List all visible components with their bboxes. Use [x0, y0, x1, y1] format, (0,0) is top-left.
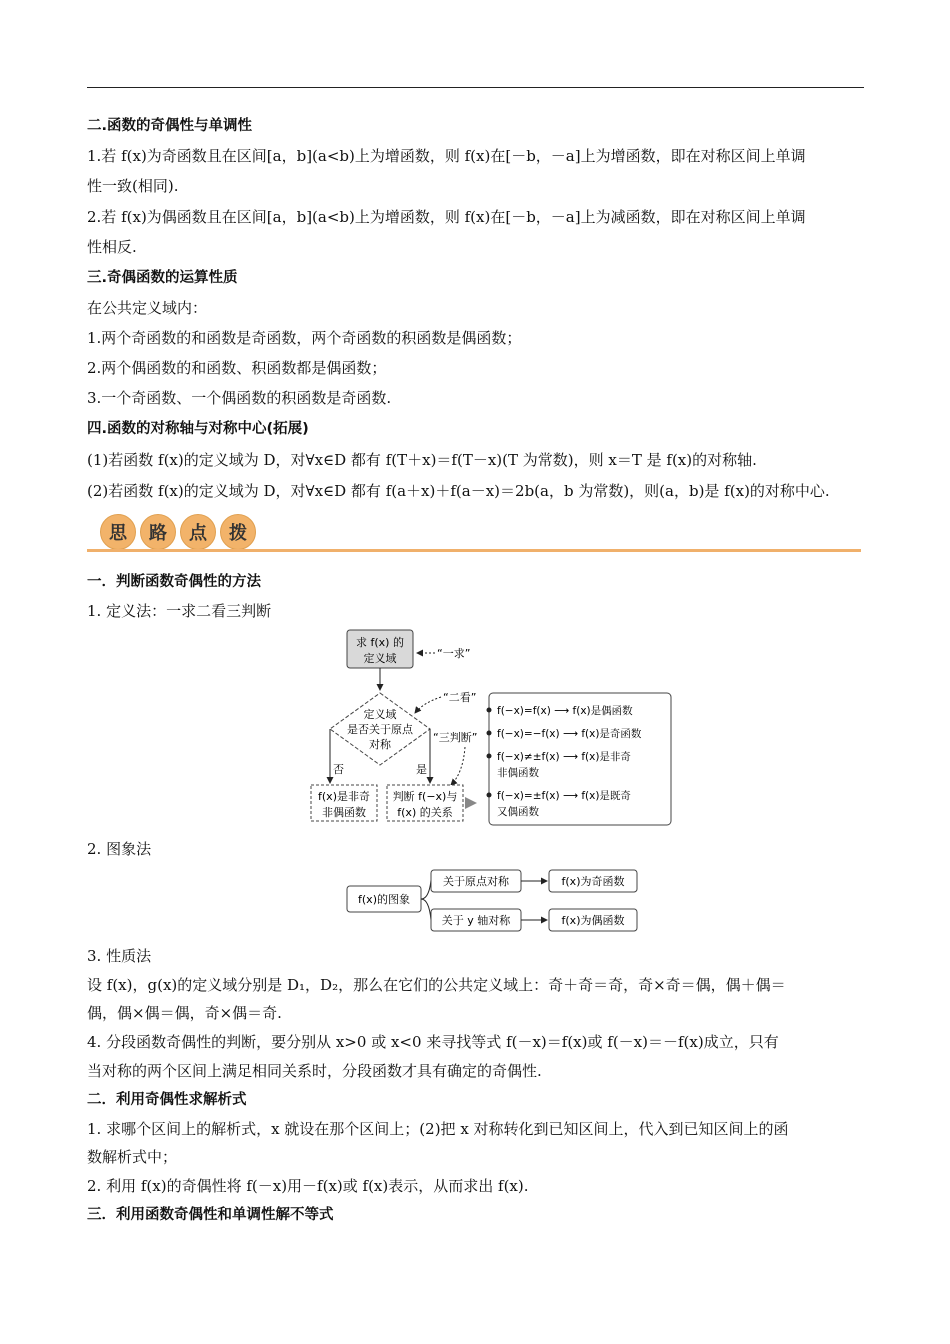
paragraph: 1.若 f(x)为奇函数且在区间[a，b](a<b)上为增函数，则 f(x)在[－b，－a]上为增函数，即在对称区间上单调	[87, 147, 806, 165]
paragraph: 2.若 f(x)为偶函数且在区间[a，b](a<b)上为增函数，则 f(x)在[－b，－a]上为减函数，即在对称区间上单调	[87, 208, 806, 226]
banner-char: 路	[140, 514, 176, 550]
result-odd: f(−x)=−f(x) ⟶ f(x)是奇函数	[497, 728, 642, 740]
paragraph: 性相反.	[87, 238, 137, 256]
list-item: (1)若函数 f(x)的定义域为 D，对∀x∈D 都有 f(T＋x)＝f(T－x)(T 为常数)，则 x＝T 是 f(x)的对称轴.	[87, 451, 757, 469]
list-item: 3.一个奇函数、一个偶函数的积函数是奇函数.	[87, 389, 392, 407]
banner-char: 点	[180, 514, 216, 550]
diamond-text: 定义域	[363, 708, 397, 721]
result-even: f(−x)=f(x) ⟶ f(x)是偶函数	[497, 705, 633, 717]
label-erkan: “二看”	[443, 691, 477, 704]
graph-method-diagram	[343, 864, 643, 936]
result-neither: f(−x)≠±f(x) ⟶ f(x)是非奇	[497, 751, 631, 763]
label-sanpan: “三判断”	[433, 731, 478, 744]
result-both-2: 又偶函数	[497, 806, 539, 818]
diamond-text: 对称	[369, 738, 391, 751]
paragraph: 偶，偶×偶＝偶，奇×偶＝奇.	[87, 1004, 282, 1022]
paragraph: 当对称的两个区间上满足相同关系时，分段函数才具有确定的奇偶性.	[87, 1062, 542, 1080]
banner-underline	[87, 549, 861, 552]
banner-char: 拨	[220, 514, 256, 550]
section-heading-symmetry: 四.函数的对称轴与对称中心(拓展)	[87, 421, 309, 437]
paragraph: 设 f(x)，g(x)的定义域分别是 D₁，D₂，那么在它们的公共定义域上：奇＋奇＝奇，奇×奇＝偶，偶＋偶＝	[87, 976, 786, 994]
box-text: 定义域	[363, 652, 397, 665]
list-item: 1.两个奇函数的和函数是奇函数，两个奇函数的积函数是偶函数；	[87, 329, 522, 347]
paragraph: 2. 图象法	[87, 840, 152, 858]
box-text: f(x)为偶函数	[561, 914, 625, 927]
box-text: f(x) 的关系	[397, 806, 453, 819]
section-heading-parity-monotonicity: 二.函数的奇偶性与单调性	[87, 118, 253, 134]
method-heading: 二．利用奇偶性求解析式	[87, 1092, 247, 1108]
paragraph: 4. 分段函数奇偶性的判断，要分别从 x>0 或 x<0 来寻找等式 f(－x)＝f(x)或 f(－x)＝－f(x)成立，只有	[87, 1033, 779, 1051]
paragraph: 2. 利用 f(x)的奇偶性将 f(－x)用－f(x)或 f(x)表示，从而求出 f(x).	[87, 1177, 529, 1195]
paragraph: 在公共定义域内：	[87, 299, 208, 317]
header-rule	[87, 87, 864, 88]
paragraph: 数解析式中；	[87, 1148, 178, 1166]
list-item: (2)若函数 f(x)的定义域为 D，对∀x∈D 都有 f(a＋x)＋f(a－x)＝2b(a，b 为常数)，则(a，b)是 f(x)的对称中心.	[87, 482, 830, 500]
diamond-text: 是否关于原点	[347, 723, 413, 736]
box-text: 求 f(x) 的	[356, 636, 404, 649]
banner-char: 思	[100, 514, 136, 550]
box-text: 关于原点对称	[443, 875, 509, 888]
tips-banner	[100, 514, 256, 550]
box-text: f(x)的图象	[358, 893, 410, 906]
result-both: f(−x)=±f(x) ⟶ f(x)是既奇	[497, 790, 631, 802]
label-yes: 是	[416, 763, 427, 776]
paragraph: 3. 性质法	[87, 947, 152, 965]
list-item: 2.两个偶函数的和函数、积函数都是偶函数；	[87, 359, 387, 377]
box-text: 非偶函数	[322, 806, 366, 819]
paragraph: 1. 求哪个区间上的解析式，x 就设在那个区间上；(2)把 x 对称转化到已知区间上，代入到已知区间上的函	[87, 1120, 789, 1138]
box-text: 判断 f(−x)与	[392, 790, 458, 803]
paragraph: 1. 定义法：一求二看三判断	[87, 602, 272, 620]
box-text: f(x)为奇函数	[561, 875, 625, 888]
section-heading-operations: 三.奇偶函数的运算性质	[87, 270, 238, 286]
result-neither-2: 非偶函数	[497, 767, 539, 779]
box-text: 关于 y 轴对称	[441, 914, 511, 927]
label-no: 否	[333, 763, 344, 776]
label-yiqiu: “一求”	[437, 647, 471, 660]
parity-flowchart	[305, 625, 677, 829]
paragraph: 性一致(相同).	[87, 177, 179, 195]
box-text: f(x)是非奇	[318, 790, 370, 803]
method-heading: 三．利用函数奇偶性和单调性解不等式	[87, 1207, 334, 1223]
method-heading: 一．判断函数奇偶性的方法	[87, 574, 261, 590]
